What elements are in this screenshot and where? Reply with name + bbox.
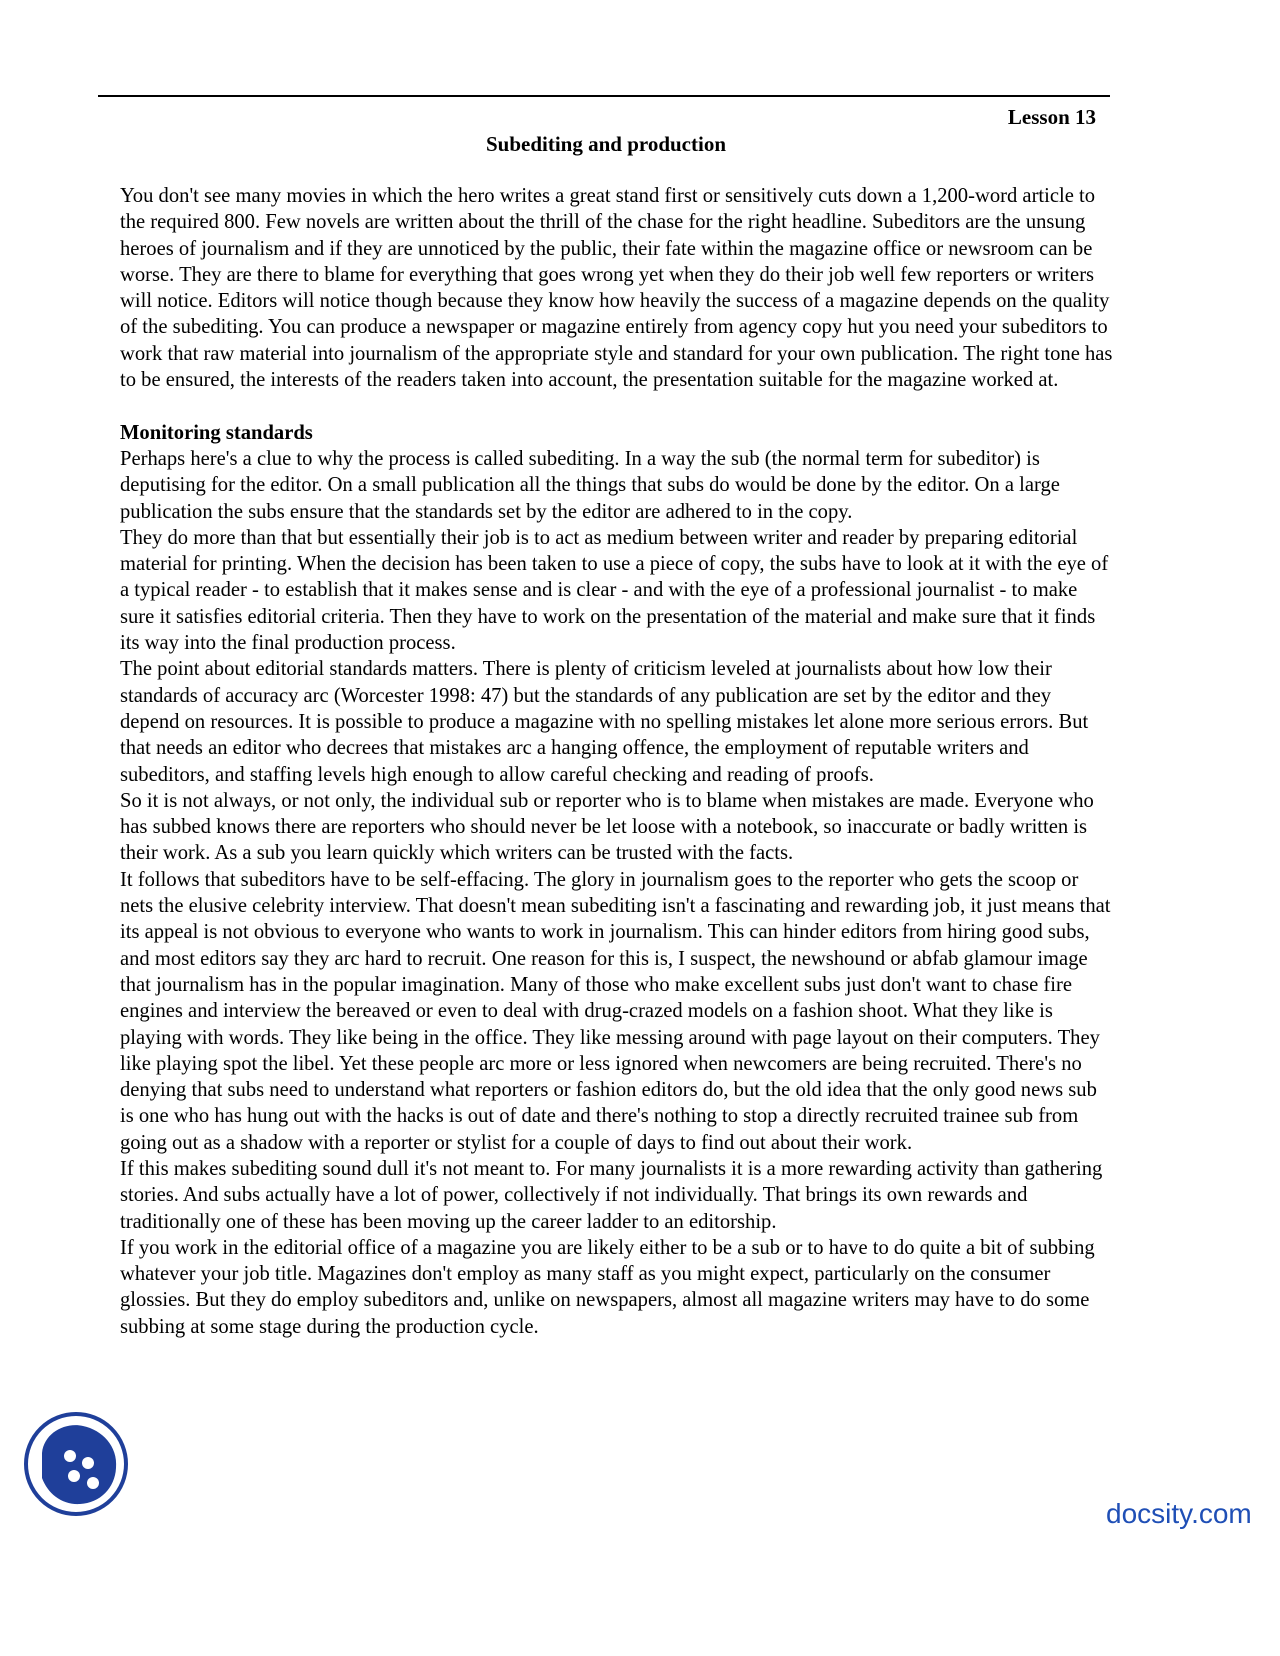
intro-paragraph: You don't see many movies in which the hero writes a great stand first or sensitively cuts down a 1,200-word article to the required 800. Few novels are written about the thrill of the chase for the right headline. Subeditors are the unsung heroes of journalism and if they are unnoticed by the public, their fate within the magazine office or newsroom can be worse. They are there to blame for everything that goes wrong yet when they do their job well few reporters or writers will notice. Editors will notice though because they know how heavily the success of a magazine depends on the quality of the subediting. You can produce a newspaper or magazine entirely from agency copy hut you need your subeditors to work that raw material into journalism of the appropriate style and standard for your own publication. The right tone has to be ensured, the interests of the readers taken into account, the presentation suitable for the magazine worked at. — [120, 185, 1113, 392]
body-paragraph: It follows that subeditors have to be self-effacing. The glory in journalism goes to the reporter who gets the scoop or nets the elusive celebrity interview. That doesn't mean subediting isn't a fascinating and rewarding job, it just means that its appeal is not obvious to everyone who wants to work in journalism. This can hinder editors from hiring good subs, and most editors say they arc hard to recruit. One reason for this is, I suspect, the newshound or abfab glamour image that journalism has in the popular imagination. Many of those who make excellent subs just don't want to chase fire engines and interview the bereaved or even to deal with drug-crazed models on a fashion shoot. What they like is playing with words. They like being in the office. They like messing around with page layout on their computers. They like playing spot the libel. Yet these people arc more or less ignored when newcomers are being recruited. There's no denying that subs need to understand what reporters or fashion editors do, but the old idea that the only good news sub is one who has hung out with the hacks is out of date and there's nothing to stop a directly recruited trainee sub from going out as a shadow with a reporter or stylist for a couple of days to find out about their work. — [120, 868, 1111, 1154]
body-paragraph: They do more than that but essentially their job is to act as medium between writer and reader by preparing editorial material for printing. When the decision has been taken to use a piece of copy, the subs have to look at it with the eye of a typical reader - to establish that it makes sense and is clear - and with the eye of a professional journalist - to make sure it satisfies editorial criteria. Then they have to work on the presentation of the material and make sure that it finds its way into the final production process. — [120, 526, 1109, 655]
body-paragraph: If this makes subediting sound dull it's not meant to. For many journalists it is a more rewarding activity than gathering stories. And subs actually have a lot of power, collectively if not individually. That brings its own rewards and traditionally one of these has been moving up the career ladder to an editorship. — [120, 1157, 1103, 1233]
body-paragraph: Perhaps here's a clue to why the process is called subediting. In a way the sub (the normal term for subeditor) is deputising for the editor. On a small publication all the things that subs do would be done by the editor. On a large publication the subs ensure that the standards set by the editor are adhered to in the copy. — [120, 447, 1060, 523]
body-paragraph: If you work in the editorial office of a magazine you are likely either to be a sub or to have to do quite a bit of subbing whatever your job title. Magazines don't employ as many staff as you might expect, particularly on the consumer glossies. But they do employ subeditors and, unlike on newspapers, almost all magazine writers may have to do some subbing at some stage during the production cycle. — [120, 1236, 1095, 1338]
page-title: Subediting and production — [485, 132, 727, 156]
document-body — [120, 183, 1115, 1340]
docsity-watermark[interactable]: docsity.com — [1106, 1498, 1252, 1529]
docsity-logo-svg — [20, 1408, 130, 1518]
docsity-logo-icon[interactable] — [20, 1408, 130, 1518]
section-heading: Monitoring standards — [120, 421, 313, 444]
lesson-number: Lesson 13 — [1007, 105, 1096, 129]
body-paragraph: So it is not always, or not only, the individual sub or reporter who is to blame when mistakes are made. Everyone who has subbed knows there are reporters who should never be let loose with a notebook, so inaccurate or badly written is their work. As a sub you learn quickly which writers can be trusted with the facts. — [120, 789, 1094, 865]
body-paragraph: The point about editorial standards matters. There is plenty of criticism leveled at journalists about how low their standards of accuracy arc (Worcester 1998: 47) but the standards of any publication are set by the editor and they depend on resources. It is possible to produce a magazine with no spelling mistakes let alone more serious errors. But that needs an editor who decrees that mistakes arc a hanging offence, the employment of reputable writers and subeditors, and staffing levels high enough to allow careful checking and reading of proofs. — [120, 658, 1089, 786]
paragraph-gap — [120, 393, 1115, 419]
header-rule — [98, 95, 1110, 97]
